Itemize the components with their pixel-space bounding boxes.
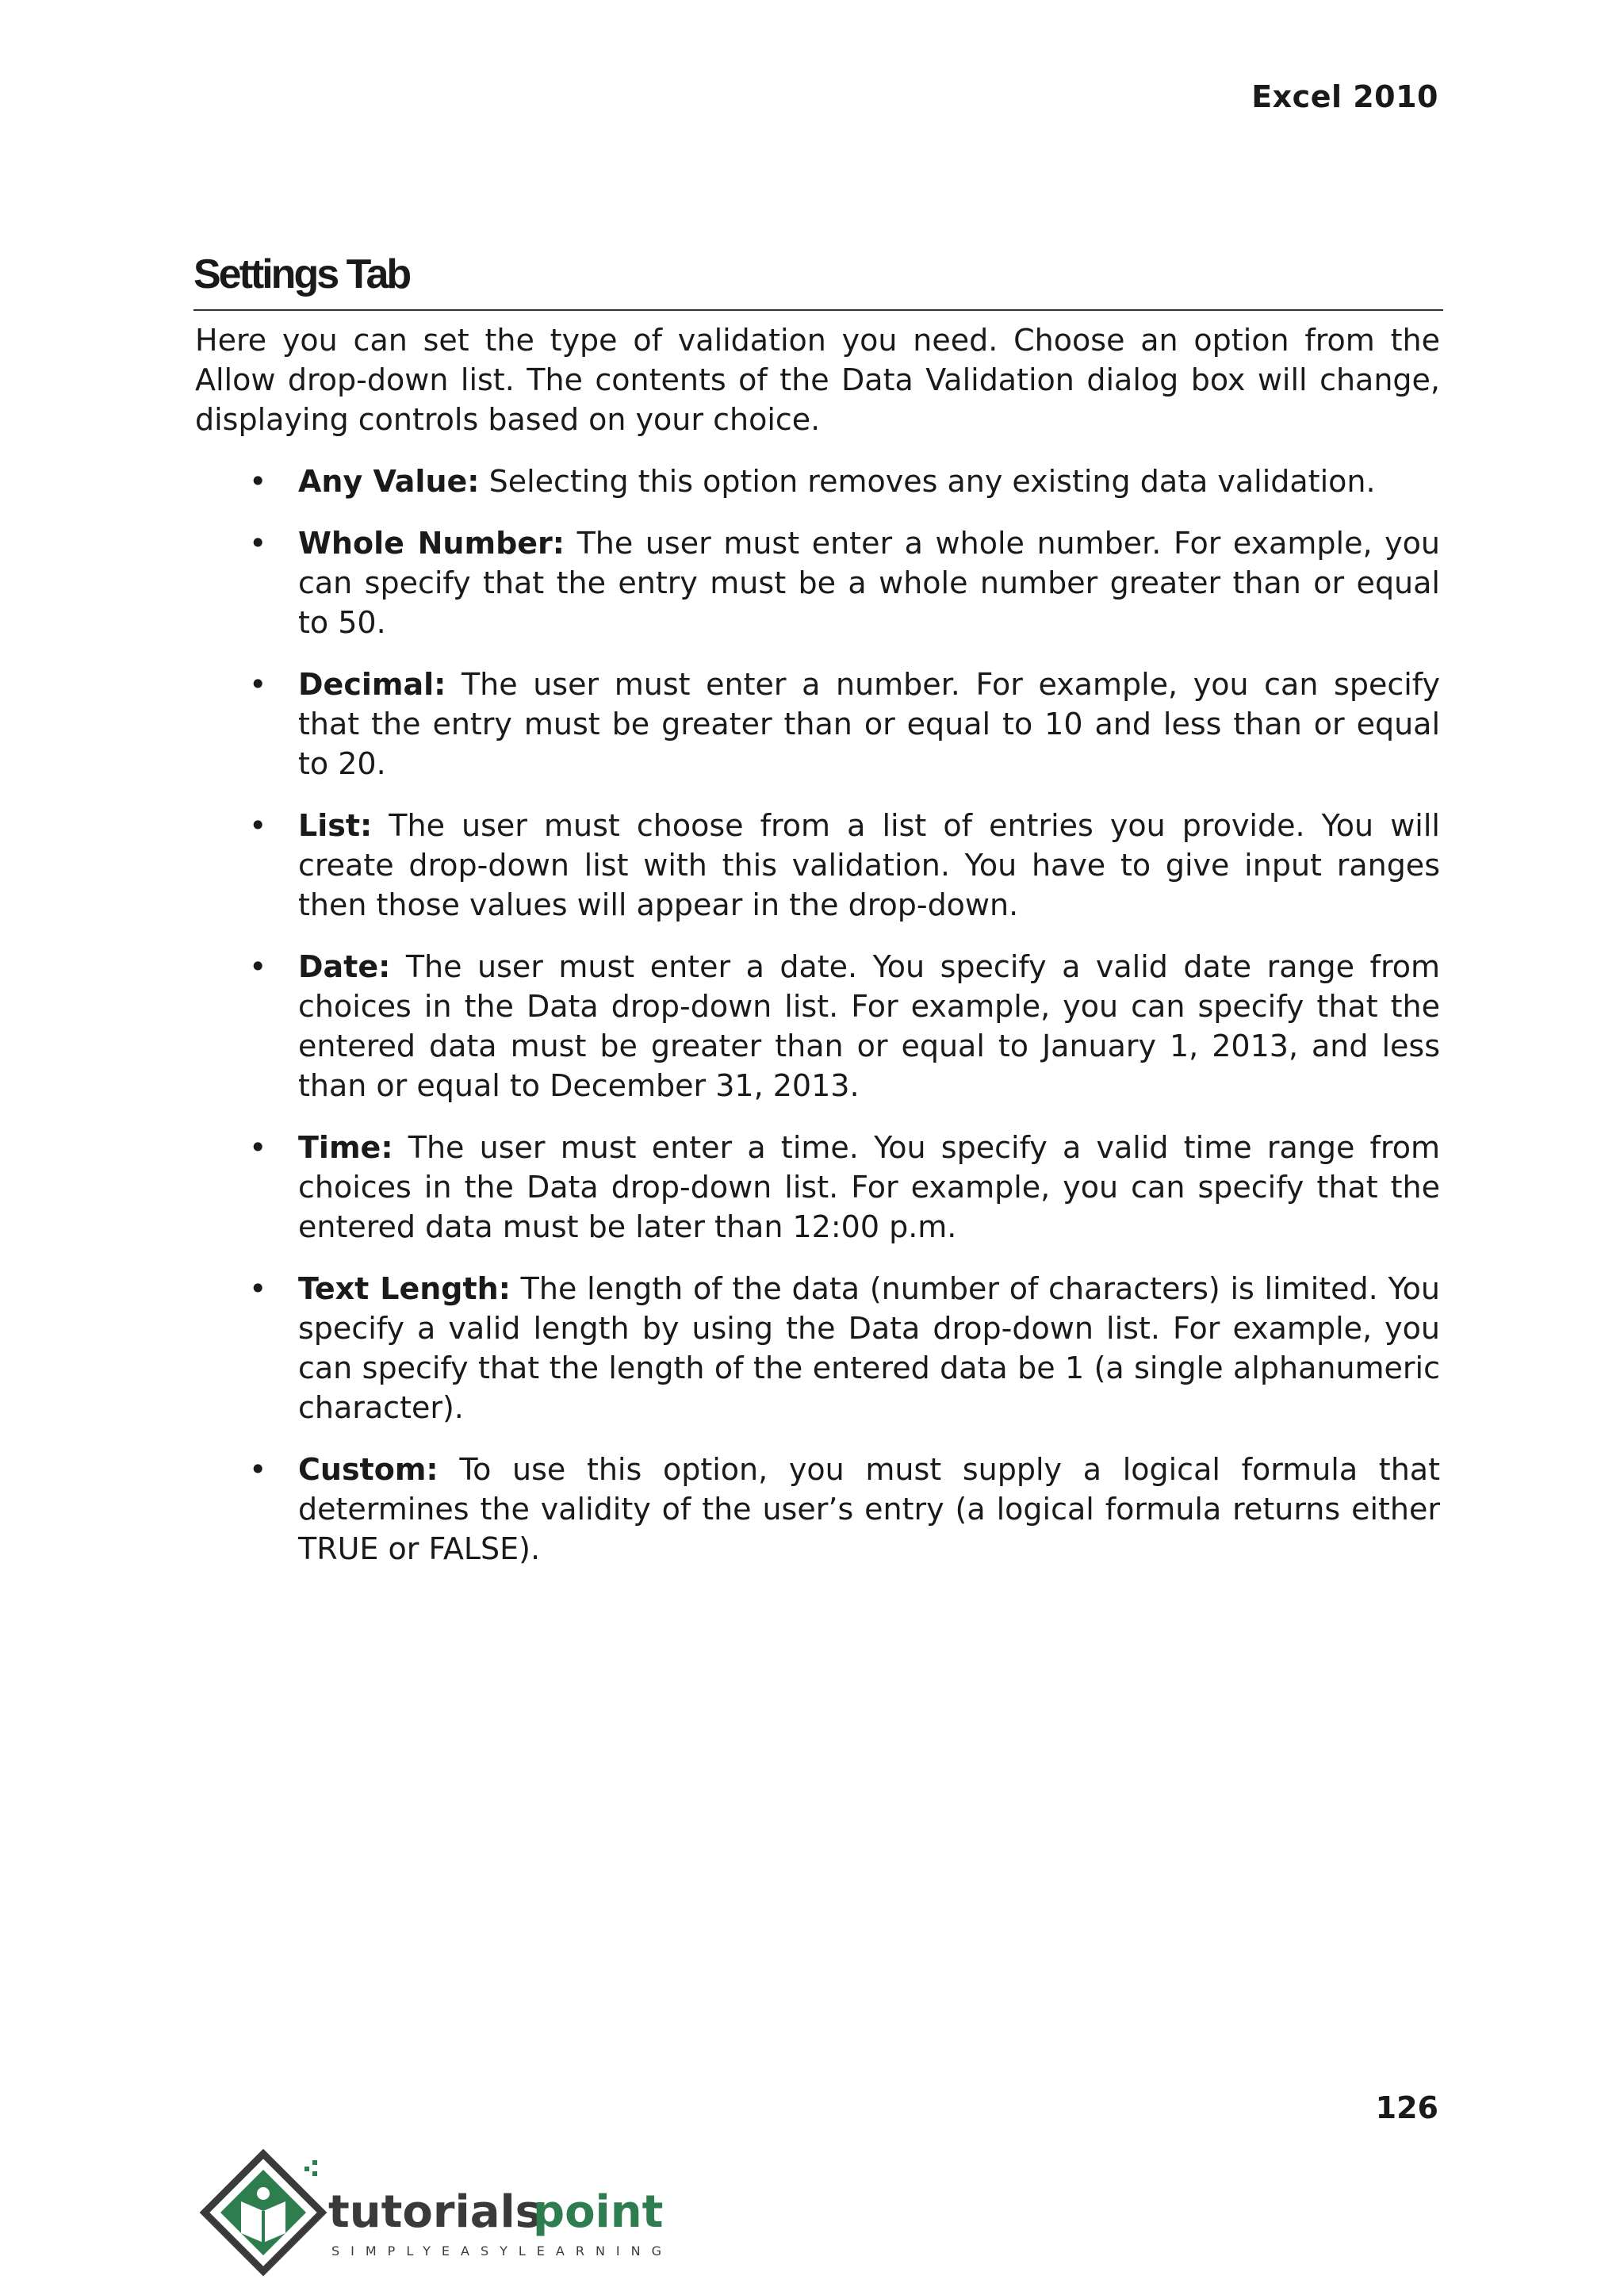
bullet-term: Whole Number: — [298, 526, 565, 561]
bullet-text: The user must enter a whole number. For example, you can specify that the entry must be a whole number greater than or equal to 50. — [298, 526, 1440, 640]
section-title: Settings Tab — [193, 243, 1443, 311]
list-item — [195, 1269, 1440, 1427]
logo-brand-right: point — [533, 2186, 664, 2238]
bullet-term: Decimal: — [298, 667, 446, 702]
logo-tagline: SIMPLYEASYLEARNING — [331, 2243, 673, 2259]
list-item — [195, 806, 1440, 925]
logo-brand-left: tutorials — [328, 2186, 542, 2238]
page-number: 126 — [1375, 2090, 1438, 2125]
bullet-term: Date: — [298, 949, 391, 984]
intro-paragraph: Here you can set the type of validation you need. Choose an option from the Allow drop-down list. The contents of the Data Validation dialog box will change, displaying controls based on your choice. — [195, 323, 1440, 437]
bullet-term: Custom: — [298, 1452, 439, 1487]
page-content — [195, 243, 1440, 1591]
bullet-term: Text Length: — [298, 1271, 511, 1306]
bullet-term: List: — [298, 808, 373, 843]
tutorialspoint-logo-icon — [205, 2154, 322, 2271]
bullet-icon: • — [249, 949, 267, 984]
bullet-text: The user must enter a time. You specify a valid time range from choices in the Data drop-down list. For example, you can specify that the entered data must be later than 12:00 p.m. — [298, 1130, 1440, 1244]
bullet-text: The length of the data (number of characters) is limited. You specify a valid length by using the Data drop-down list. For example, you can specify that the length of the entered data be 1 (a single alphanumeric character). — [298, 1271, 1440, 1425]
bullet-text: The user must enter a number. For example, you can specify that the entry must be greater than or equal to 10 and less than or equal to 20. — [298, 667, 1440, 781]
list-item — [195, 665, 1440, 784]
bullet-icon: • — [249, 1271, 267, 1306]
bullet-text: The user must choose from a list of entries you provide. You will create drop-down list with this validation. You have to give input ranges then those values will appear in the drop-down. — [298, 808, 1440, 922]
bullet-icon: • — [249, 526, 267, 561]
bullet-term: Any Value: — [298, 464, 480, 499]
tutorialspoint-logo — [200, 2149, 676, 2292]
list-item — [195, 1450, 1440, 1569]
bullet-icon: • — [249, 464, 267, 499]
bullet-text: The user must enter a date. You specify a valid date range from choices in the Data drop-down list. For example, you can specify that the entered data must be greater than or equal to January 1, 2013, and less than or equal to December 31, 2013. — [298, 949, 1440, 1103]
bullet-text: Selecting this option removes any existing data validation. — [488, 464, 1376, 499]
bullet-icon: • — [249, 808, 267, 843]
bullet-text: To use this option, you must supply a logical formula that determines the validity of the user’s entry (a logical formula returns either TRUE or FALSE). — [298, 1452, 1440, 1566]
running-header: Excel 2010 — [1251, 79, 1438, 114]
list-item — [195, 1128, 1440, 1247]
list-item — [195, 947, 1440, 1105]
bullet-term: Time: — [298, 1130, 393, 1165]
bullet-icon: • — [249, 1130, 267, 1165]
list-item — [195, 523, 1440, 642]
bullet-icon: • — [249, 667, 267, 702]
list-item — [195, 462, 1440, 501]
validation-options-list — [195, 462, 1440, 1569]
bullet-icon: • — [249, 1452, 267, 1487]
